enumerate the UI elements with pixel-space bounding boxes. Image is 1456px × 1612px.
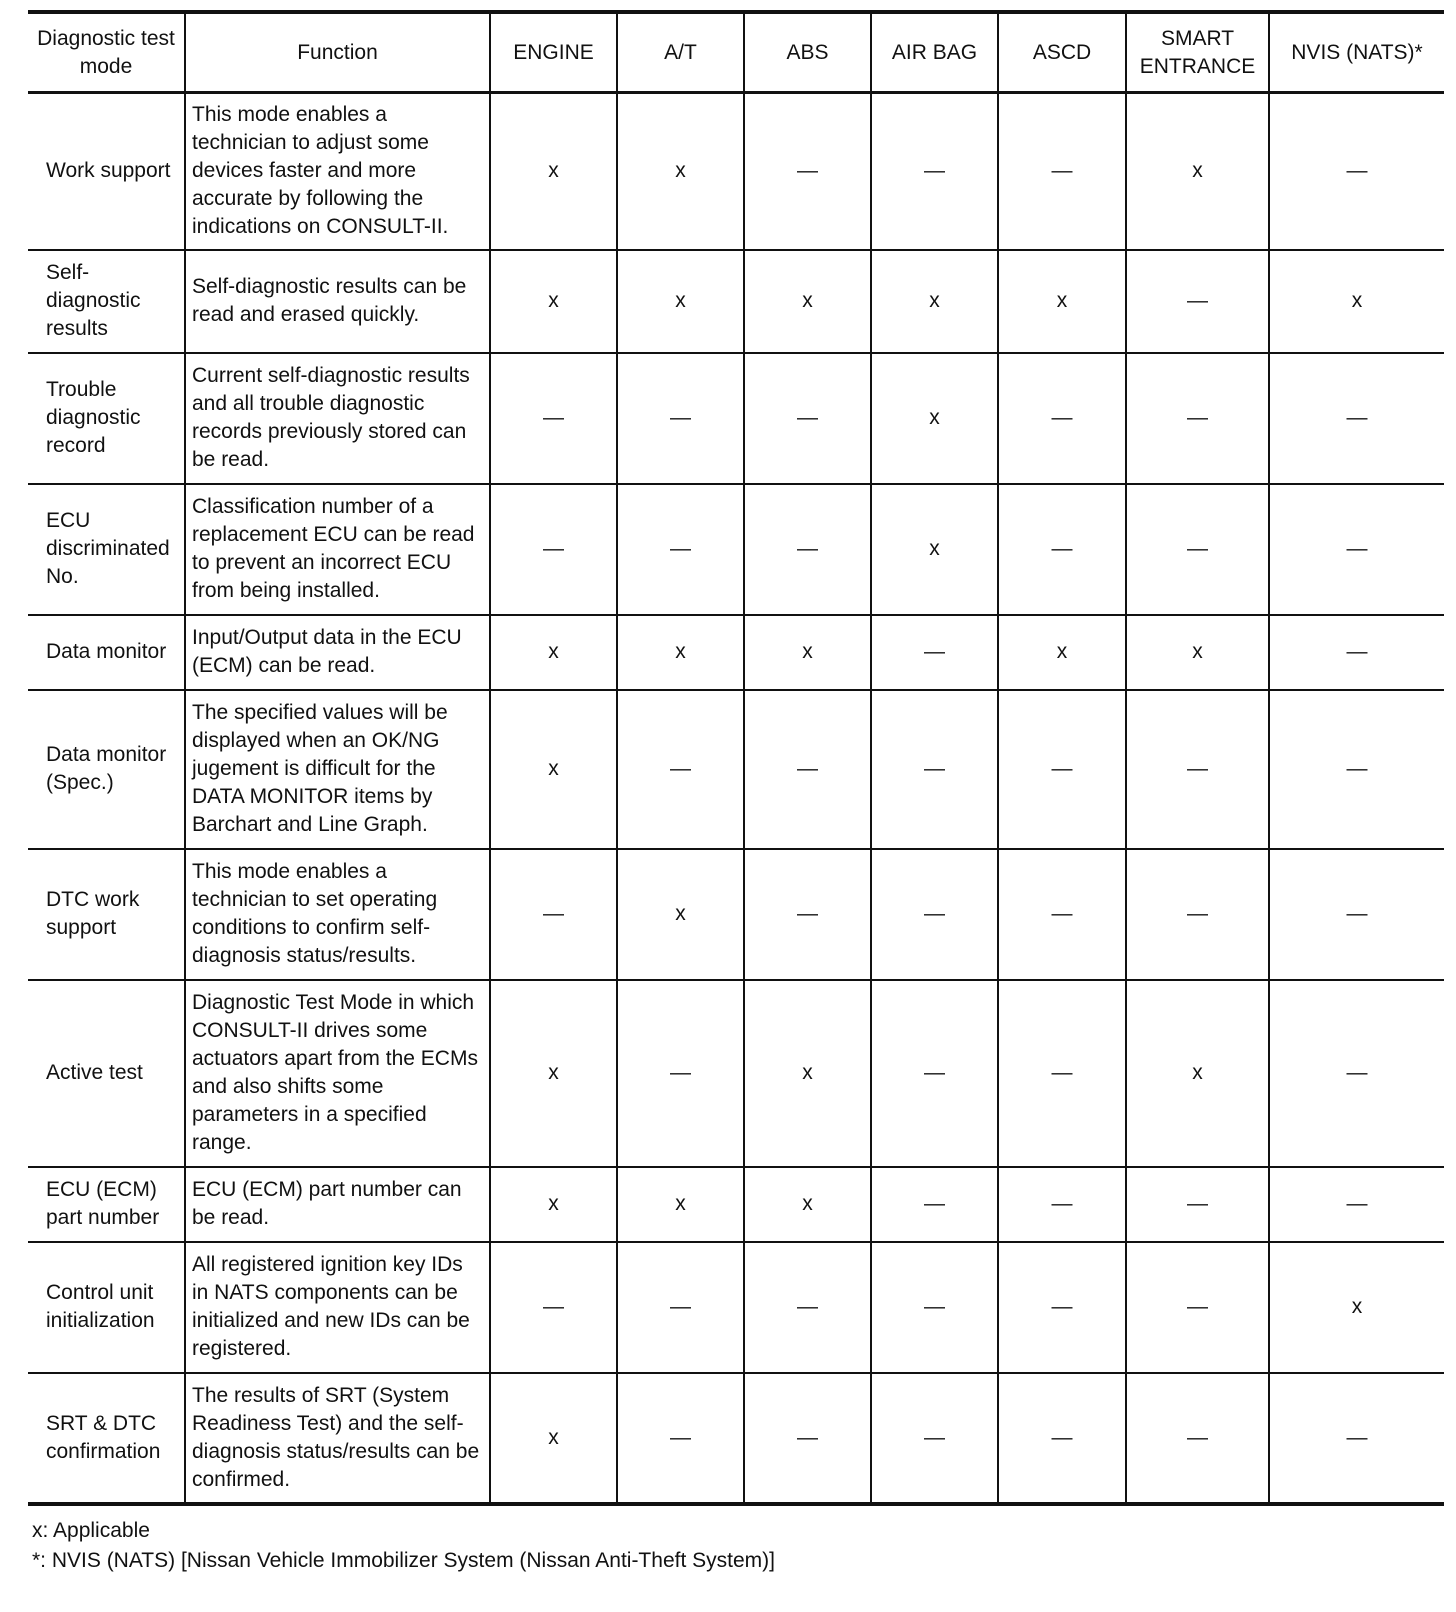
table-row: [28, 1242, 1444, 1373]
applicability-cell-air-bag: x: [871, 250, 998, 353]
table-body: [28, 93, 1444, 1504]
applicability-cell-ascd: —: [998, 353, 1126, 484]
applicability-cell-ascd: —: [998, 1167, 1126, 1242]
applicability-cell-nvis-nats: —: [1269, 690, 1444, 849]
applicability-cell-at: x: [617, 1167, 744, 1242]
applicability-cell-engine: x: [490, 250, 617, 353]
table-row: [28, 1167, 1444, 1242]
diagnostic-mode-cell: Work support: [28, 93, 185, 250]
applicability-cell-engine: x: [490, 615, 617, 690]
table-row: [28, 615, 1444, 690]
applicability-cell-abs: x: [744, 615, 871, 690]
applicability-cell-smart-entrance: —: [1126, 1242, 1269, 1373]
function-description-cell: Current self-diagnostic results and all trouble diagnostic records previously stored can be read.: [185, 353, 490, 484]
applicability-cell-nvis-nats: —: [1269, 615, 1444, 690]
applicability-cell-air-bag: —: [871, 1167, 998, 1242]
applicability-cell-engine: x: [490, 1167, 617, 1242]
applicability-cell-ascd: —: [998, 93, 1126, 250]
applicability-cell-ascd: —: [998, 1242, 1126, 1373]
applicability-cell-ascd: —: [998, 849, 1126, 980]
header-nvis-nats: NVIS (NATS)*: [1269, 12, 1444, 93]
applicability-cell-engine: —: [490, 484, 617, 615]
applicability-cell-abs: —: [744, 1242, 871, 1373]
legend-footnote: x: Applicable: [32, 1518, 150, 1542]
applicability-cell-at: x: [617, 615, 744, 690]
applicability-cell-smart-entrance: —: [1126, 353, 1269, 484]
diagnostic-mode-page: [28, 10, 1444, 1576]
diagnostic-mode-cell: ECU (ECM) part number: [28, 1167, 185, 1242]
footnotes: [28, 1516, 1444, 1576]
applicability-cell-smart-entrance: —: [1126, 1167, 1269, 1242]
applicability-cell-abs: —: [744, 1373, 871, 1504]
applicability-cell-air-bag: —: [871, 1373, 998, 1504]
applicability-cell-abs: —: [744, 484, 871, 615]
header-engine: ENGINE: [490, 12, 617, 93]
function-description-cell: The results of SRT (System Readiness Test) and the self-diagnosis status/results can be confirmed.: [185, 1373, 490, 1504]
applicability-cell-smart-entrance: x: [1126, 615, 1269, 690]
diagnostic-mode-cell: ECU discriminated No.: [28, 484, 185, 615]
applicability-cell-abs: —: [744, 353, 871, 484]
applicability-cell-smart-entrance: —: [1126, 690, 1269, 849]
applicability-cell-ascd: —: [998, 980, 1126, 1167]
diagnostic-mode-cell: SRT & DTC confirmation: [28, 1373, 185, 1504]
header-air-bag: AIR BAG: [871, 12, 998, 93]
applicability-cell-smart-entrance: —: [1126, 484, 1269, 615]
applicability-cell-abs: —: [744, 849, 871, 980]
applicability-cell-nvis-nats: —: [1269, 980, 1444, 1167]
applicability-cell-engine: x: [490, 93, 617, 250]
diagnostic-mode-cell: Control unit initialization: [28, 1242, 185, 1373]
diagnostic-mode-cell: Self-diagnostic results: [28, 250, 185, 353]
diagnostic-mode-cell: Data monitor (Spec.): [28, 690, 185, 849]
applicability-cell-nvis-nats: —: [1269, 1373, 1444, 1504]
applicability-cell-at: —: [617, 353, 744, 484]
table-row: [28, 849, 1444, 980]
applicability-cell-ascd: x: [998, 615, 1126, 690]
table-row: [28, 484, 1444, 615]
function-description-cell: This mode enables a technician to adjust some devices faster and more accurate by following the indications on CONSULT-II.: [185, 93, 490, 250]
applicability-cell-at: —: [617, 484, 744, 615]
applicability-cell-smart-entrance: —: [1126, 1373, 1269, 1504]
table-row: [28, 980, 1444, 1167]
applicability-cell-engine: x: [490, 980, 617, 1167]
applicability-cell-abs: x: [744, 250, 871, 353]
applicability-cell-nvis-nats: x: [1269, 1242, 1444, 1373]
function-description-cell: Self-diagnostic results can be read and erased quickly.: [185, 250, 490, 353]
table-row: [28, 1373, 1444, 1504]
applicability-cell-ascd: x: [998, 250, 1126, 353]
applicability-cell-nvis-nats: —: [1269, 93, 1444, 250]
header-smart-entrance: SMART ENTRANCE: [1126, 12, 1269, 93]
table-header: [28, 12, 1444, 93]
applicability-cell-air-bag: —: [871, 690, 998, 849]
applicability-cell-engine: —: [490, 849, 617, 980]
function-description-cell: The specified values will be displayed when an OK/NG jugement is difficult for the DATA MONITOR items by Barchart and Line Graph.: [185, 690, 490, 849]
header-abs: ABS: [744, 12, 871, 93]
applicability-cell-at: x: [617, 93, 744, 250]
header-row: [28, 12, 1444, 93]
applicability-cell-nvis-nats: —: [1269, 849, 1444, 980]
header-diagnostic-test-mode: Diagnostic test mode: [28, 12, 185, 93]
applicability-cell-nvis-nats: —: [1269, 484, 1444, 615]
function-description-cell: This mode enables a technician to set operating conditions to confirm self-diagnosis status/results.: [185, 849, 490, 980]
applicability-cell-air-bag: —: [871, 980, 998, 1167]
table-row: [28, 250, 1444, 353]
applicability-cell-smart-entrance: —: [1126, 849, 1269, 980]
table-row: [28, 93, 1444, 250]
applicability-cell-at: —: [617, 1373, 744, 1504]
diagnostic-test-mode-table: [28, 10, 1444, 1506]
applicability-cell-air-bag: —: [871, 1242, 998, 1373]
applicability-cell-abs: x: [744, 980, 871, 1167]
applicability-cell-nvis-nats: x: [1269, 250, 1444, 353]
applicability-cell-at: x: [617, 849, 744, 980]
function-description-cell: Classification number of a replacement ECU can be read to prevent an incorrect ECU from being installed.: [185, 484, 490, 615]
applicability-cell-engine: x: [490, 690, 617, 849]
applicability-cell-air-bag: —: [871, 849, 998, 980]
header-function: Function: [185, 12, 490, 93]
applicability-cell-smart-entrance: x: [1126, 980, 1269, 1167]
applicability-cell-ascd: —: [998, 690, 1126, 849]
diagnostic-mode-cell: Active test: [28, 980, 185, 1167]
applicability-cell-abs: —: [744, 93, 871, 250]
applicability-cell-abs: x: [744, 1167, 871, 1242]
diagnostic-mode-cell: Data monitor: [28, 615, 185, 690]
function-description-cell: ECU (ECM) part number can be read.: [185, 1167, 490, 1242]
diagnostic-mode-cell: Trouble diagnostic record: [28, 353, 185, 484]
applicability-cell-air-bag: —: [871, 615, 998, 690]
applicability-cell-at: —: [617, 980, 744, 1167]
applicability-cell-smart-entrance: —: [1126, 250, 1269, 353]
applicability-cell-air-bag: —: [871, 93, 998, 250]
asterisk-footnote: *: NVIS (NATS) [Nissan Vehicle Immobilizer System (Nissan Anti-Theft System)]: [32, 1548, 775, 1572]
applicability-cell-air-bag: x: [871, 353, 998, 484]
table-row: [28, 353, 1444, 484]
applicability-cell-engine: x: [490, 1373, 617, 1504]
applicability-cell-at: —: [617, 690, 744, 849]
applicability-cell-engine: —: [490, 353, 617, 484]
header-ascd: ASCD: [998, 12, 1126, 93]
diagnostic-mode-cell: DTC work support: [28, 849, 185, 980]
applicability-cell-abs: —: [744, 690, 871, 849]
applicability-cell-engine: —: [490, 1242, 617, 1373]
applicability-cell-nvis-nats: —: [1269, 353, 1444, 484]
applicability-cell-smart-entrance: x: [1126, 93, 1269, 250]
applicability-cell-ascd: —: [998, 484, 1126, 615]
applicability-cell-at: —: [617, 1242, 744, 1373]
applicability-cell-at: x: [617, 250, 744, 353]
applicability-cell-air-bag: x: [871, 484, 998, 615]
table-row: [28, 690, 1444, 849]
header-at: A/T: [617, 12, 744, 93]
function-description-cell: Input/Output data in the ECU (ECM) can be read.: [185, 615, 490, 690]
applicability-cell-nvis-nats: —: [1269, 1167, 1444, 1242]
function-description-cell: All registered ignition key IDs in NATS components can be initialized and new IDs can be registered.: [185, 1242, 490, 1373]
function-description-cell: Diagnostic Test Mode in which CONSULT-II drives some actuators apart from the ECMs and also shifts some parameters in a specified range.: [185, 980, 490, 1167]
applicability-cell-ascd: —: [998, 1373, 1126, 1504]
